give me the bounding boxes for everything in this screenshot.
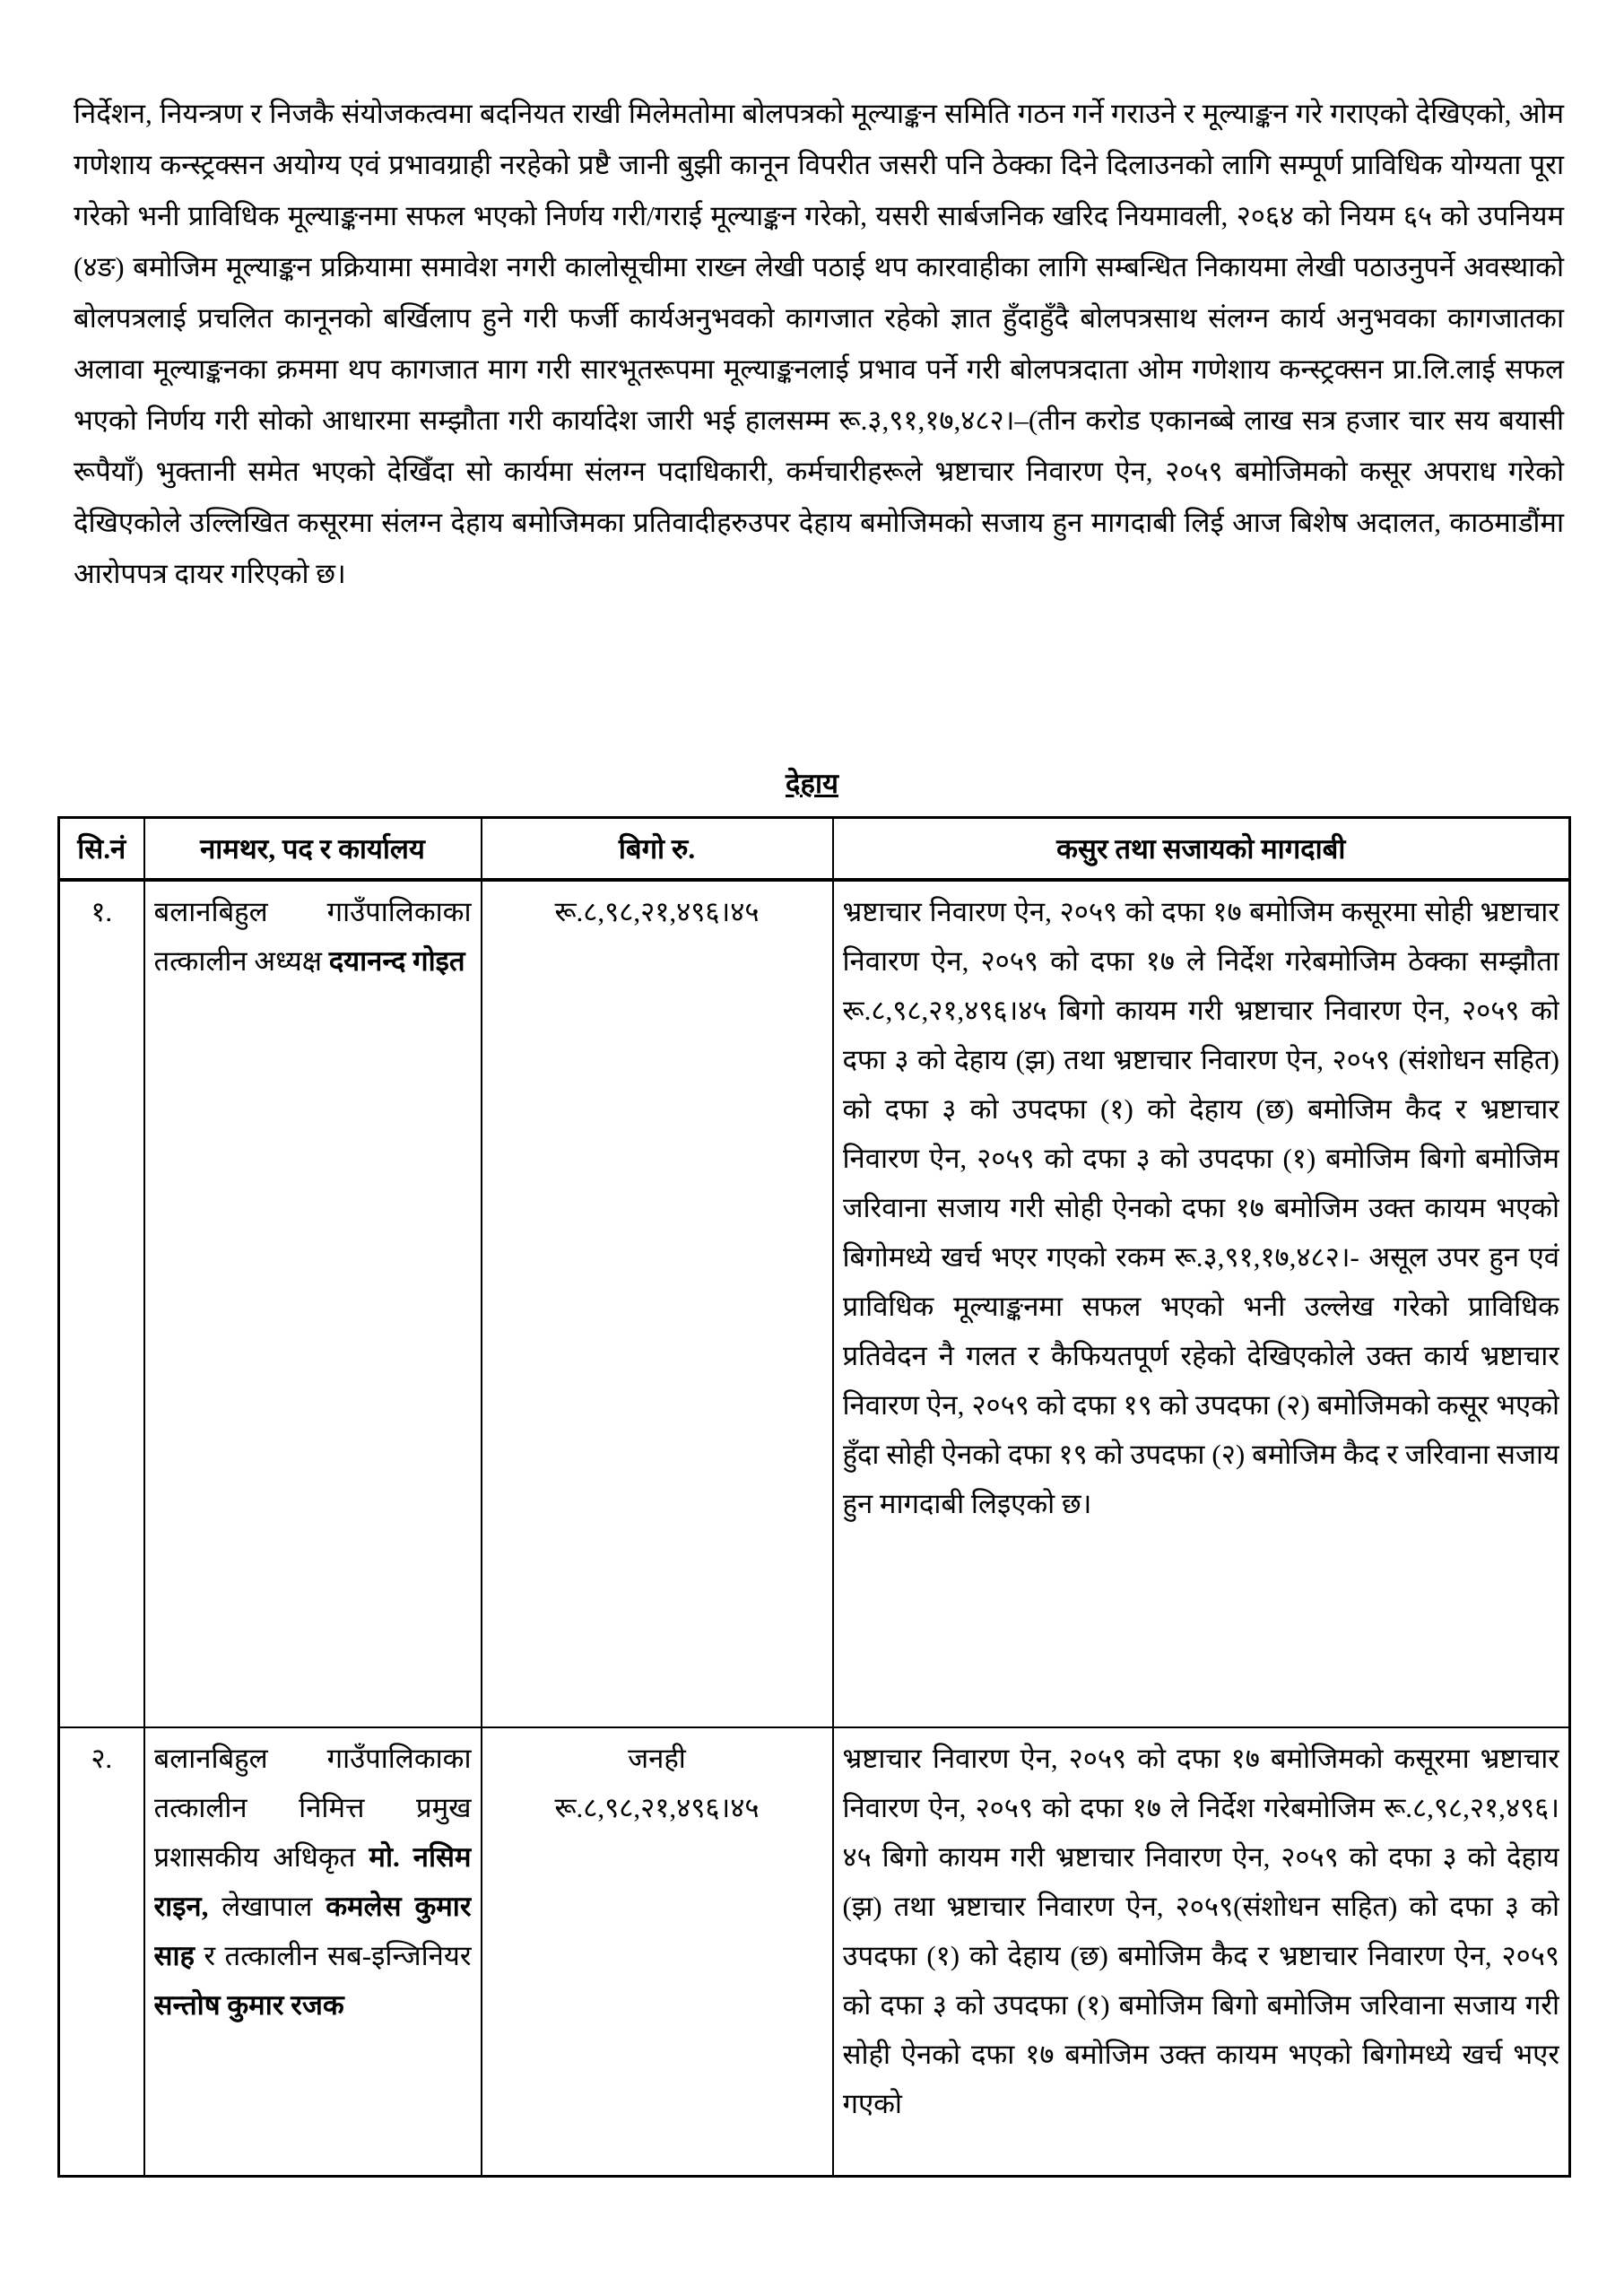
row1-name-text: बलानबिहुल गाउँपालिकाका तत्कालीन अध्यक्ष — [153, 896, 472, 977]
charges-table — [57, 816, 1571, 2178]
row1-serial: १. — [59, 880, 144, 1727]
row2-name-bold-1: मो. नसिम राइन, — [153, 1841, 472, 1922]
col-header-charge-and-penalty: कसुर तथा सजायको मागदाबी — [833, 818, 1570, 881]
row2-amount-value: रू.८,९८,२१,४९६।४५ — [554, 1792, 760, 1823]
col-header-amount: बिगो रु. — [482, 818, 833, 881]
table-row — [59, 880, 1570, 1727]
row2-name-bold-3: सन्तोष कुमार रजक — [153, 1989, 344, 2021]
row2-defendant-name — [144, 1727, 482, 2176]
row1-name-bold: दयानन्द गोइत — [328, 945, 465, 977]
row2-charge-cell — [833, 1727, 1570, 2176]
row2-amount-label: जनही — [628, 1743, 686, 1774]
row2-serial: २. — [59, 1727, 144, 2176]
intro-paragraph: निर्देशन, नियन्त्रण र निजकै संयोजकत्वमा बदनियत राखी मिलेमतोमा बोलपत्रको मूल्याङ्कन समिति गठन गर्ने गराउने र मूल्याङ्कन गरे गराएको देखिएको, ओम गणेशाय कन्स्ट्रक्सन अयोग्य एवं प्रभावग्राही नरहेको प्रष्टै जानी बुझी कानून विपरीत जसरी पनि ठेक्का दिने दिलाउनको लागि सम्पूर्ण प्राविधिक योग्यता पूरा गरेको भनी प्राविधिक मूल्याङ्कनमा सफल भएको निर्णय गरी/गराई मूल्याङ्कन गरेको, यसरी सार्बजनिक खरिद नियमावली, २०६४ को नियम ६५ को उपनियम (४ङ) बमोजिम मूल्याङ्कन प्रक्रियामा समावेश नगरी कालोसूचीमा राख्न लेखी पठाई थप कारवाहीका लागि सम्बन्धित निकायमा लेखी पठाउनुपर्ने अवस्थाको बोलपत्रलाई प्रचलित कानूनको बर्खिलाप हुने गरी फर्जी कार्यअनुभवको कागजात रहेको ज्ञात हुँदाहुँदै बोलपत्रसाथ संलग्न कार्य अनुभवका कागजातका अलावा मूल्याङ्कनका क्रममा थप कागजात माग गरी सारभूतरूपमा मूल्याङ्कनलाई प्रभाव पर्ने गरी बोलपत्रदाता ओम गणेशाय कन्स्ट्रक्सन प्रा.लि.लाई सफल भएको निर्णय गरी सोको आधारमा सम्झौता गरी कार्यादेश जारी भई हालसम्म रू.३,९१,१७,४८२।–(तीन करोड एकानब्बे लाख सत्र हजार चार सय बयासी रूपैयाँ) भुक्तानी समेत भएको देखिँदा सो कार्यमा संलग्न पदाधिकारी, कर्मचारीहरूले भ्रष्टाचार निवारण ऐन, २०५९ बमोजिमको कसूर अपराध गरेको देखिएकोले उल्लिखित कसूरमा संलग्न देहाय बमोजिमका प्रतिवादीहरुउपर देहाय बमोजिमको सजाय हुन मागदाबी लिई आज बिशेष अदालत, काठमाडौंमा आरोपपत्र दायर गरिएको छ। — [74, 98, 1564, 589]
row1-amount-value: रू.८,९८,२१,४९६।४५ — [554, 896, 760, 927]
row1-charge-text: भ्रष्टाचार निवारण ऐन, २०५९ को दफा १७ बमोजिम कसूरमा सोही भ्रष्टाचार निवारण ऐन, २०५९ को दफा १७ ले निर्देश गरेबमोजिम ठेक्का सम्झौता रू.८,९८,२१,४९६।४५ बिगो कायम गरी भ्रष्टाचार निवारण ऐन, २०५९ को दफा ३ को देहाय (झ) तथा भ्रष्टाचार निवारण ऐन, २०५९ (संशोधन सहित) को दफा ३ को उपदफा (१) को देहाय (छ) बमोजिम कैद र भ्रष्टाचार निवारण ऐन, २०५९ को दफा ३ को उपदफा (१) बमोजिम बिगो बमोजिम जरिवाना सजाय गरी सोही ऐनको दफा १७ बमोजिम उक्त कायम भएको बिगोमध्ये खर्च भएर गएको रकम रू.३,९१,१७,४८२।- असूल उपर हुन एवं प्राविधिक मूल्याङ्कनमा सफल भएको भनी उल्लेख गरेको प्राविधिक प्रतिवेदन नै गलत र कैफियतपूर्ण रहेको देखिएकोले उक्त कार्य भ्रष्टाचार निवारण ऐन, २०५९ को दफा १९ को उपदफा (२) बमोजिमको कसूर भएको हुँदा सोही ऐनको दफा १९ को उपदफा (२) बमोजिम कैद र जरिवाना सजाय हुन मागदाबी लिइएको छ। — [842, 896, 1559, 1519]
row2-amount-cell — [482, 1727, 833, 2176]
row1-amount-cell — [482, 880, 833, 1727]
section-title: देहाय — [786, 768, 838, 799]
row2-name-text-1: बलानबिहुल गाउँपालिकाका तत्कालीन निमित्त प्रमुख प्रशासकीय अधिकृत — [153, 1743, 472, 1873]
row2-charge-text: भ्रष्टाचार निवारण ऐन, २०५९ को दफा १७ बमोजिमको कसूरमा भ्रष्टाचार निवारण ऐन, २०५९ को दफा १७ ले निर्देश गरेबमोजिम रू.८,९८,२१,४९६।४५ बिगो कायम गरी भ्रष्टाचार निवारण ऐन, २०५९ को दफा ३ को देहाय (झ) तथा भ्रष्टाचार निवारण ऐन, २०५९(संशोधन सहित) को दफा ३ को उपदफा (१) को देहाय (छ) बमोजिम कैद र भ्रष्टाचार निवारण ऐन, २०५९ को दफा ३ को उपदफा (१) बमोजिम बिगो बमोजिम जरिवाना सजाय गरी सोही ऐनको दफा १७ बमोजिम उक्त कायम भएको बिगोमध्ये खर्च भएर गएको — [842, 1743, 1559, 2119]
row2-name-text-3: र तत्कालीन सब-इन्जिनियर — [194, 1940, 472, 1971]
row2-name-bold-2: कमलेस कुमार साह — [153, 1891, 472, 1971]
row1-charge-cell — [833, 880, 1570, 1727]
table-row — [59, 1727, 1570, 2176]
col-header-name-post-office: नामथर, पद र कार्यालय — [144, 818, 482, 881]
row1-defendant-name — [144, 880, 482, 1727]
row2-name-text-2: लेखापाल — [208, 1891, 326, 1922]
col-header-serial-number: सि.नं — [59, 818, 144, 881]
table-header-row — [59, 818, 1570, 881]
